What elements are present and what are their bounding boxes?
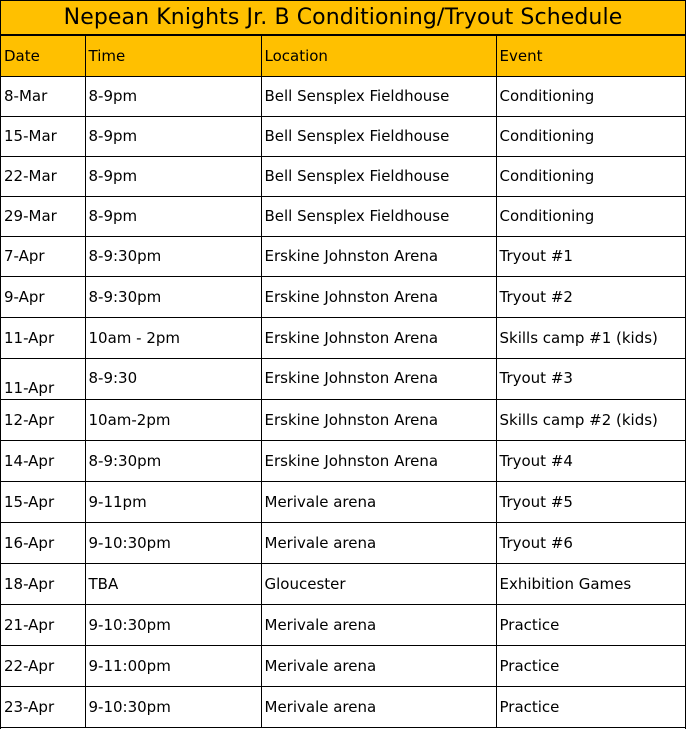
cell-event: Skills camp #1 (kids) [496, 317, 685, 358]
cell-date: 12-Apr [1, 399, 85, 440]
cell-time: 8-9:30pm [85, 276, 261, 317]
cell-date: 15-Mar [1, 116, 85, 156]
column-header-time: Time [85, 36, 261, 76]
table-row [1, 317, 685, 358]
cell-location: Erskine Johnston Arena [261, 236, 496, 276]
cell-date: 23-Apr [1, 686, 85, 727]
schedule-table [1, 36, 685, 728]
column-header-date: Date [1, 36, 85, 76]
title-bar [1, 0, 685, 36]
cell-event: Conditioning [496, 196, 685, 236]
table-row [1, 156, 685, 196]
cell-time: 8-9pm [85, 76, 261, 116]
cell-location: Gloucester [261, 563, 496, 604]
cell-date: 21-Apr [1, 604, 85, 645]
cell-event: Conditioning [496, 76, 685, 116]
column-header-event: Event [496, 36, 685, 76]
table-row [1, 563, 685, 604]
cell-time: 8-9pm [85, 196, 261, 236]
table-row [1, 440, 685, 481]
cell-location: Bell Sensplex Fieldhouse [261, 196, 496, 236]
table-header [1, 36, 685, 76]
cell-event: Tryout #6 [496, 522, 685, 563]
cell-date: 16-Apr [1, 522, 85, 563]
cell-event: Conditioning [496, 156, 685, 196]
cell-date: 22-Apr [1, 645, 85, 686]
cell-date: 15-Apr [1, 481, 85, 522]
cell-date: 7-Apr [1, 236, 85, 276]
cell-date: 14-Apr [1, 440, 85, 481]
cell-event: Practice [496, 604, 685, 645]
cell-time: 10am - 2pm [85, 317, 261, 358]
cell-event: Conditioning [496, 116, 685, 156]
cell-time: 9-10:30pm [85, 522, 261, 563]
cell-location: Merivale arena [261, 686, 496, 727]
cell-event: Exhibition Games [496, 563, 685, 604]
table-row [1, 236, 685, 276]
cell-location: Erskine Johnston Arena [261, 317, 496, 358]
cell-location: Bell Sensplex Fieldhouse [261, 76, 496, 116]
table-row [1, 522, 685, 563]
cell-location: Erskine Johnston Arena [261, 358, 496, 399]
table-row [1, 604, 685, 645]
cell-event: Tryout #5 [496, 481, 685, 522]
cell-event: Practice [496, 645, 685, 686]
table-row [1, 481, 685, 522]
cell-location: Bell Sensplex Fieldhouse [261, 116, 496, 156]
cell-location: Merivale arena [261, 481, 496, 522]
schedule-title: Nepean Knights Jr. B Conditioning/Tryout Schedule [63, 5, 623, 30]
table-row [1, 399, 685, 440]
cell-time: 8-9:30 [85, 358, 261, 399]
cell-time: TBA [85, 563, 261, 604]
cell-time: 8-9:30pm [85, 440, 261, 481]
cell-time: 9-10:30pm [85, 604, 261, 645]
cell-date: 18-Apr [1, 563, 85, 604]
table-row [1, 276, 685, 317]
cell-date: 22-Mar [1, 156, 85, 196]
cell-date: 29-Mar [1, 196, 85, 236]
cell-event: Tryout #2 [496, 276, 685, 317]
cell-location: Merivale arena [261, 522, 496, 563]
cell-time: 8-9:30pm [85, 236, 261, 276]
header-row [1, 36, 685, 76]
cell-location: Merivale arena [261, 604, 496, 645]
cell-location: Erskine Johnston Arena [261, 276, 496, 317]
cell-event: Practice [496, 686, 685, 727]
cell-time: 8-9pm [85, 156, 261, 196]
cell-location: Bell Sensplex Fieldhouse [261, 156, 496, 196]
table-row [1, 645, 685, 686]
cell-date: 11-Apr [1, 317, 85, 358]
cell-time: 9-11pm [85, 481, 261, 522]
cell-event: Tryout #1 [496, 236, 685, 276]
cell-date: 8-Mar [1, 76, 85, 116]
table-body [1, 76, 685, 727]
cell-date: 9-Apr [1, 276, 85, 317]
cell-time: 9-10:30pm [85, 686, 261, 727]
cell-time: 8-9pm [85, 116, 261, 156]
table-row [1, 358, 685, 399]
cell-date: 11-Apr [1, 358, 85, 399]
column-header-location: Location [261, 36, 496, 76]
table-row [1, 116, 685, 156]
cell-location: Merivale arena [261, 645, 496, 686]
cell-event: Tryout #4 [496, 440, 685, 481]
table-row [1, 686, 685, 727]
table-row [1, 196, 685, 236]
cell-location: Erskine Johnston Arena [261, 399, 496, 440]
cell-time: 10am-2pm [85, 399, 261, 440]
cell-event: Tryout #3 [496, 358, 685, 399]
cell-event: Skills camp #2 (kids) [496, 399, 685, 440]
table-row [1, 76, 685, 116]
cell-location: Erskine Johnston Arena [261, 440, 496, 481]
cell-time: 9-11:00pm [85, 645, 261, 686]
